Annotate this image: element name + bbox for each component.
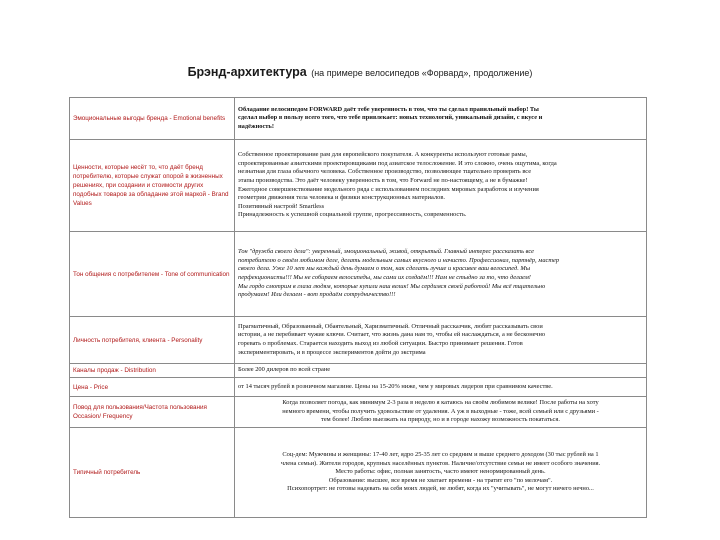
- value-line: истории, а не перебивает чужие ключи. Считает, что жизнь дана нам то, чтобы ей наслаждаться, а не бесконечно: [238, 331, 546, 339]
- table-row: [70, 98, 647, 140]
- slide-title: [0, 63, 720, 81]
- table-row: [70, 364, 647, 378]
- value-line: экспериментировать, и в процессе экспериментов дойти до экстрима: [238, 348, 426, 356]
- attribute-label: Ценности, которые несёт то, что даёт бренд потребителю, которые служат опорой в жизненных решениях, при создании и стоимости других подобных товаров за обладание этой маркой - Brand Values: [70, 140, 235, 232]
- value-line: спроектированные азиатскими проектировщиками под азиатское телосложение. И это сложно, очень ощутима, когда: [238, 159, 557, 167]
- value-line: немного времени, чтобы получить удовольствие от удаления. А уж в выходные - тоже, всей семьей или с друзьями -: [282, 407, 599, 415]
- value-line: Когда позволяет погода, как минимум 2-3 раза в неделю я катаюсь на своём любимом велике! После работы на хоту: [282, 399, 599, 407]
- attribute-value: [235, 98, 647, 140]
- attribute-value: [235, 364, 647, 378]
- value-line: Позитивный настрой! Smartless: [238, 202, 325, 210]
- value-line: продумаем! Или делаем - вот продаём сотрудничество!!!: [238, 291, 396, 299]
- value-line: Обладание велосипедом FORWARD даёт тебе уверенность в том, что ты сделал правильный выбор! Ты: [238, 105, 539, 113]
- attribute-value: [235, 232, 647, 317]
- attribute-value: [235, 317, 647, 364]
- value-line: Соц-дем: Мужчины и женщины: 17-40 лет, ядро 25-35 лет со средним и выше среднего доходом (30 тыс рублей на 1: [282, 451, 599, 459]
- attribute-label: Тон общения с потребителем - Tone of communication: [70, 232, 235, 317]
- attribute-value: [235, 140, 647, 232]
- value-line: Тон "дружба своего дела": уверенный, эмоциональный, живой, открытый. Главный интерес рассказать все: [238, 248, 534, 256]
- value-line: сделал выбор в пользу всего того, что тебе привлекает: новых технологий, уникальный дизайн, с вкусе и: [238, 114, 543, 122]
- value-line: Мы гордо смотрим в глаза людям, которые купили наш велик! Мы сердимся своей работой! Мы всё тщательно: [238, 282, 546, 290]
- attribute-value: [235, 397, 647, 428]
- value-line: своего дела. Уже 10 лет мы каждый день думаем о том, как сделать лучше и красивее ваш велосипед. Мы: [238, 265, 531, 273]
- value-line: надёжность!: [238, 122, 274, 130]
- value-line: Более 200 дилеров по всей стране: [238, 366, 331, 374]
- table-row: [70, 317, 647, 364]
- attribute-label: Типичный потребитель: [70, 428, 235, 518]
- value-line: Принадлежность к успешной социальной группе, прогрессивность, современность.: [238, 211, 467, 219]
- table-row: [70, 397, 647, 428]
- value-line: Место работы: офис, полная занятость, часто имеют ненормированный день.: [335, 468, 546, 476]
- attribute-label: Каналы продаж - Distribution: [70, 364, 235, 378]
- table-row: [70, 232, 647, 317]
- value-line: Ежегодное совершенствование модельного ряда с использованием последних мировых разработок и изучения: [238, 185, 539, 193]
- attribute-label: Личность потребителя, клиента - Personality: [70, 317, 235, 364]
- attribute-label: Цена - Price: [70, 378, 235, 397]
- value-line: горевать о проблемах. Старается находить выход из любой ситуации. Быстро принимает решения. Готов: [238, 340, 523, 347]
- slide-title-main: Брэнд-архитектура: [187, 65, 307, 79]
- table-row: [70, 140, 647, 232]
- brand-architecture-table: [69, 97, 647, 518]
- value-line: Психопортрет: не готовы надевать на себя моих людей, не любят, когда их "учитывать", не могут ничего нечно...: [287, 485, 594, 493]
- value-line: Прагматичный, Образованный, Обаятельный, Харизматичный. Отличный рассказчик, любит рассказывать свои: [238, 322, 543, 330]
- value-line: перфекционисты!!! Мы не собираем велосипеды, мы сами их создаём!!! Нам не стыдно за то, что делаем!: [238, 274, 531, 281]
- value-line: этапы производства. Это даёт человеку уверенность в том, что Forward не по-настоящему, а не в бумажке!: [238, 176, 528, 184]
- value-line: Собственное проектирование рам для европейского покупателя. А конкуренты используют готовые рамы,: [238, 151, 528, 159]
- attribute-value: [235, 378, 647, 397]
- value-line: от 14 тысяч рублей в розничном магазине. Цены на 15-20% ниже, чем у мировых лидеров при сравнимом качестве.: [238, 382, 553, 390]
- value-line: потребителю о своём любимом деле, делать модельным самых вкусного и начисто. Профессионал, партнёр, мастер: [238, 256, 560, 264]
- attribute-value: [235, 428, 647, 518]
- table-row: [70, 428, 647, 518]
- attribute-label: Повод для пользования/Частота пользования Occasion/ Frequency: [70, 397, 235, 428]
- table-row: [70, 378, 647, 397]
- attribute-label: Эмоциональные выгоды бренда - Emotional benefits: [70, 98, 235, 140]
- value-line: тем более! Люблю выезжать на природу, но и в городе нахожу возможность покататься.: [321, 416, 560, 424]
- value-line: члена семьи). Жители городов, крупных населённых пунктов. Наличие/отсутствие семьи не имеет особого значения.: [280, 459, 601, 467]
- slide-title-subtitle: (на примере велосипедов «Форвард», продолжение): [311, 68, 533, 78]
- value-line: Образование: высшее, все время не хватает времени - на тратит его "по мелочам".: [328, 476, 553, 484]
- value-line: незнатная для глаза обычного человека. Собственное производство, позволяющее тщательно проверять все: [238, 168, 532, 176]
- value-line: геометрии движения тела человека и физики конструкционных материалов.: [238, 194, 445, 202]
